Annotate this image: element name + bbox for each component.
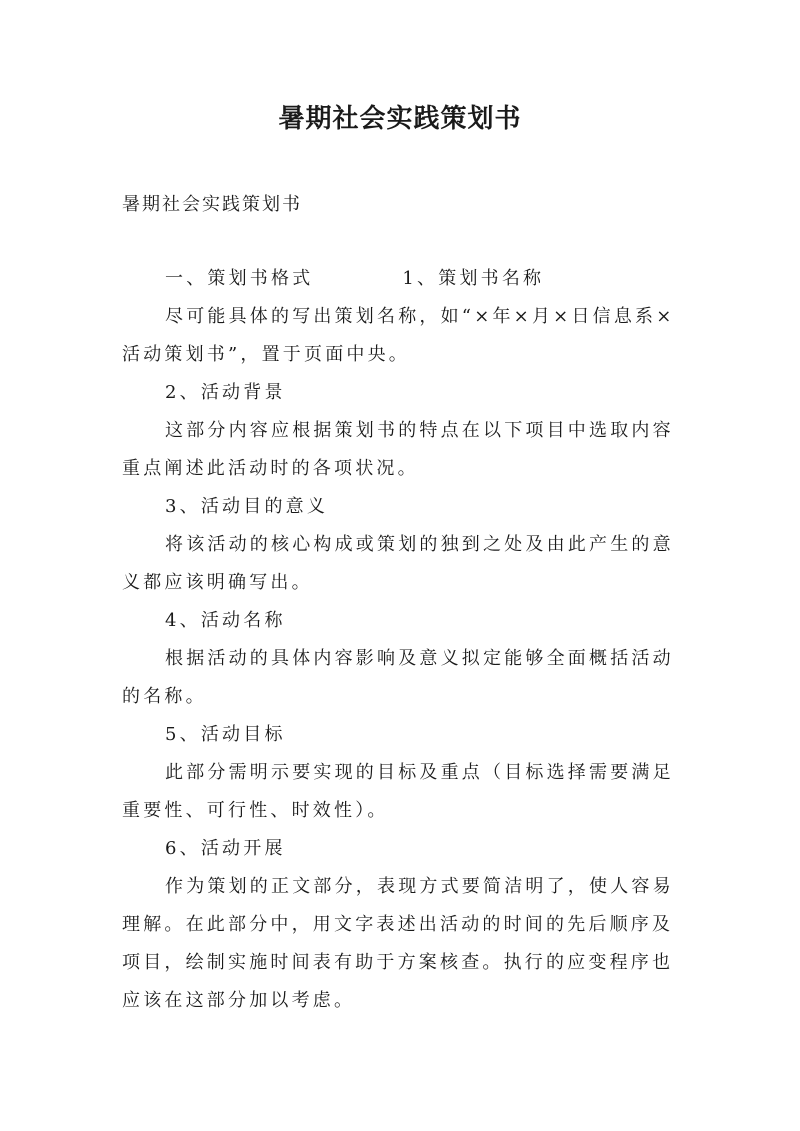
item-6-heading: 6、活动开展 [165, 838, 286, 859]
item-2-heading: 2、活动背景 [165, 382, 286, 403]
document-subtitle: 暑期社会实践策划书 [122, 194, 302, 215]
document-title: 暑期社会实践策划书 [278, 104, 522, 134]
item-4-heading: 4、活动名称 [165, 610, 286, 631]
item-4-text: 根据活动的具体内容影响及意义拟定能够全面概括活动的名称。 [122, 648, 674, 707]
heading-gap [313, 260, 359, 298]
item-6-text: 作为策划的正文部分，表现方式要简洁明了，使人容易理解。在此部分中，用文字表述出活动的时间的先后顺序及项目，绘制实施时间表有助于方案核查。执行的应变程序也应该在这部分加以考虑。 [122, 876, 674, 1011]
item-1-heading: 1、策划书名称 [402, 268, 545, 289]
item-1-text: 尽可能具体的写出策划名称，如“×年×月×日信息系×活动策划书”，置于页面中央。 [122, 306, 675, 365]
document-body [122, 260, 682, 1020]
item-5-heading: 5、活动目标 [165, 724, 286, 745]
item-5-text: 此部分需明示要实现的目标及重点（目标选择需要满足重要性、可行性、时效性）。 [122, 762, 674, 821]
item-2-text: 这部分内容应根据策划书的特点在以下项目中选取内容重点阐述此活动时的各项状况。 [122, 420, 674, 479]
section-heading-row [122, 260, 682, 298]
item-3-heading: 3、活动目的意义 [165, 496, 329, 517]
item-3-text: 将该活动的核心构成或策划的独到之处及由此产生的意义都应该明确写出。 [122, 534, 674, 593]
section-format-heading: 一、策划书格式 [165, 268, 314, 289]
